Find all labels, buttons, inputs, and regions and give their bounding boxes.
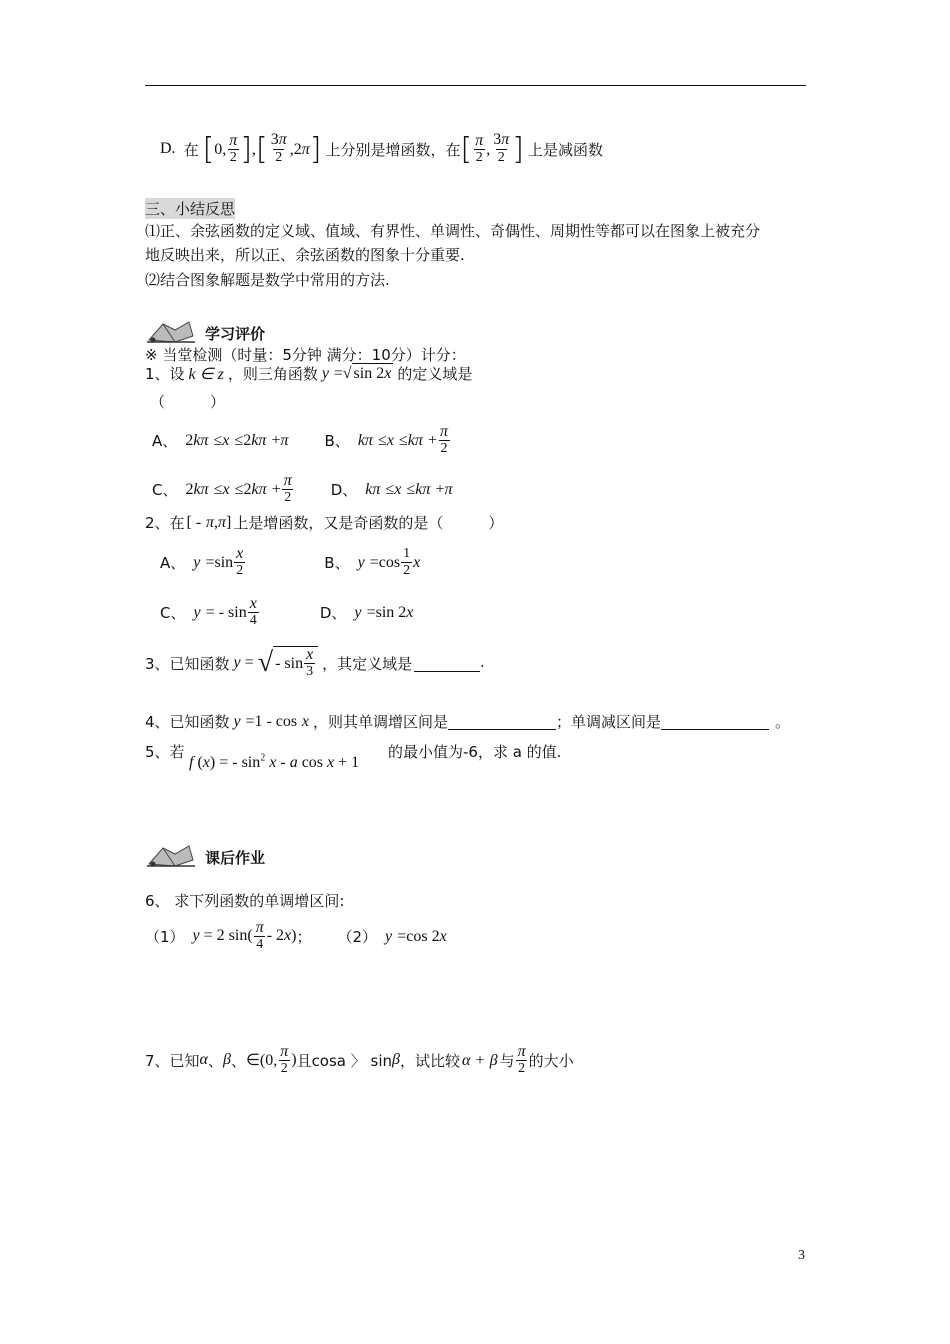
summary-paragraph: ⑴正、余弦函数的定义域、值域、有界性、单调性、奇偶性、周期性等都可以在图象上被充分 bbox=[145, 222, 761, 240]
option-d-label: D、 bbox=[319, 603, 347, 622]
interval-formula: [ - π,π] bbox=[186, 514, 232, 531]
q7-cond: 且cosa 〉 sin bbox=[296, 1051, 393, 1070]
homework-header bbox=[145, 842, 265, 868]
page-number: 3 bbox=[798, 1248, 805, 1263]
q5-post: 的最小值为-6，求 a 的值. bbox=[388, 743, 562, 761]
beta-symbol: β bbox=[392, 1051, 400, 1068]
q6-part1-label: （1） bbox=[145, 927, 185, 946]
option-a-formula: 2kπ ≤x ≤2kπ +π bbox=[185, 432, 289, 449]
q6-separator: ； bbox=[296, 927, 312, 946]
q2-options-row1 bbox=[160, 542, 420, 582]
q7-with: 与 bbox=[499, 1051, 515, 1070]
answer-blank[interactable] bbox=[414, 655, 480, 672]
q7-pre: 7、已知 bbox=[145, 1051, 200, 1070]
header-rule bbox=[145, 85, 806, 86]
option-c-label: C、 bbox=[160, 603, 186, 622]
question-4 bbox=[145, 711, 790, 732]
question-1 bbox=[145, 363, 472, 384]
q2-pre: 2、在 bbox=[145, 514, 185, 532]
option-text: 上是减函数 bbox=[527, 140, 603, 159]
book-icon bbox=[145, 842, 197, 868]
interval-formula: [0, $\frac{\pi}{2}$ ],[ $\frac{3\pi}{2}$ ,2π] bbox=[202, 131, 322, 167]
q6-part2-label: （2） bbox=[337, 927, 378, 946]
option-a-formula: y =sin $\frac{x}{2}$ bbox=[193, 544, 244, 578]
option-label: D. bbox=[160, 140, 176, 157]
answer-blank[interactable] bbox=[448, 713, 556, 730]
option-text: 在 bbox=[183, 140, 199, 159]
question-2 bbox=[145, 512, 503, 533]
question-5 bbox=[145, 741, 185, 762]
option-c-label: C、 bbox=[152, 480, 178, 499]
q3-pre: 3、已知函数 bbox=[145, 654, 230, 673]
question-6: 6、 求下列函数的单调增区间: bbox=[145, 892, 345, 910]
q1-options-row1 bbox=[152, 420, 451, 460]
option-b-formula: y =cos $\frac{1}{2}$ x bbox=[357, 545, 421, 578]
q3-post: ，其定义域是 bbox=[322, 654, 413, 673]
option-d-line bbox=[160, 125, 603, 173]
q4-end: 。 bbox=[775, 713, 791, 731]
answer-blank[interactable] bbox=[661, 713, 769, 730]
q5-pre: 5、若 bbox=[145, 743, 185, 761]
q1-post: 的定义域是 bbox=[397, 365, 473, 383]
summary-paragraph: ⑵结合图象解题是数学中常用的方法. bbox=[145, 271, 390, 289]
option-c-formula: y = - sin $\frac{x}{4}$ bbox=[193, 594, 257, 628]
option-d-formula: kπ ≤x ≤kπ +π bbox=[365, 481, 453, 498]
option-b-formula: kπ ≤x ≤kπ + $\frac{\pi}{2}$ bbox=[357, 422, 449, 456]
option-b-label: B、 bbox=[324, 431, 350, 450]
q1-pre: 1、设 bbox=[145, 365, 185, 383]
sqrt-formula: y =√ sin 2x bbox=[321, 365, 392, 382]
q4-mid2: ；单调减区间是 bbox=[556, 713, 662, 731]
q6-parts bbox=[145, 916, 447, 956]
section-title-eval: 学习评价 bbox=[205, 325, 266, 343]
book-icon bbox=[145, 318, 197, 344]
pi-over-2-formula: $\frac{\pi}{2}$ bbox=[517, 1042, 526, 1076]
summary-paragraph: 地反映出来，所以正、余弦函数的图象十分重要. bbox=[145, 246, 465, 264]
sqrt-formula: y = √ - sin $\frac{x}{3}$ bbox=[234, 646, 319, 680]
option-a-label: A、 bbox=[152, 431, 178, 450]
q7-mid: ，试比较 bbox=[400, 1051, 461, 1070]
k-in-z-formula: k ∈ z bbox=[188, 365, 224, 383]
section-title-summary: 三、小结反思 bbox=[145, 200, 236, 218]
option-a-label: A、 bbox=[160, 553, 186, 572]
option-d-label: D、 bbox=[330, 480, 358, 499]
test-info: ※ 当堂检测（时量：5分钟 满分：10分）计分： bbox=[145, 346, 466, 364]
answer-paren: （ ） bbox=[150, 393, 226, 411]
q7-condition-formula: α 、 β 、 ∈(0, $\frac{\pi}{2}$ ) bbox=[199, 1042, 297, 1076]
question-7 bbox=[145, 1040, 574, 1080]
question-3: 3、已知函数 y = √ - sin $\frac{x}{3}$ ，其定义域是 . bbox=[145, 646, 485, 679]
q5-formula: f (x) = - $\sin^2 x$ - a cos x + 1 bbox=[189, 752, 360, 771]
interval-formula: [ $\frac{\pi}{2}$ , $\frac{3\pi}{2}$ ] bbox=[460, 131, 524, 167]
option-text: 上分别是增函数，在 bbox=[325, 140, 461, 159]
q6-part2-formula: y =cos 2x bbox=[385, 928, 447, 945]
q2-post: 上是增函数，又是奇函数的是（ ） bbox=[233, 514, 504, 532]
function-formula: y =1 - cos x bbox=[233, 713, 310, 730]
q4-mid: ，则其单调增区间是 bbox=[313, 713, 449, 731]
q1-options-row2 bbox=[152, 469, 453, 509]
alpha-plus-beta-formula: α + β bbox=[462, 1052, 498, 1069]
q2-options-row2 bbox=[160, 592, 413, 632]
section-title-homework: 课后作业 bbox=[205, 849, 266, 867]
q6-part1-formula: y = 2 sin( $\frac{\pi}{4}$ - 2 x ) bbox=[192, 918, 297, 952]
option-d-formula: y =sin 2x bbox=[354, 604, 414, 621]
eval-header bbox=[145, 318, 265, 344]
q1-mid: ，则三角函数 bbox=[227, 365, 318, 383]
q7-post: 的大小 bbox=[528, 1051, 574, 1070]
option-b-label: B、 bbox=[324, 553, 350, 572]
option-c-formula: 2kπ ≤x ≤2kπ + $\frac{\pi}{2}$ bbox=[185, 471, 292, 505]
q4-pre: 4、已知函数 bbox=[145, 713, 230, 731]
